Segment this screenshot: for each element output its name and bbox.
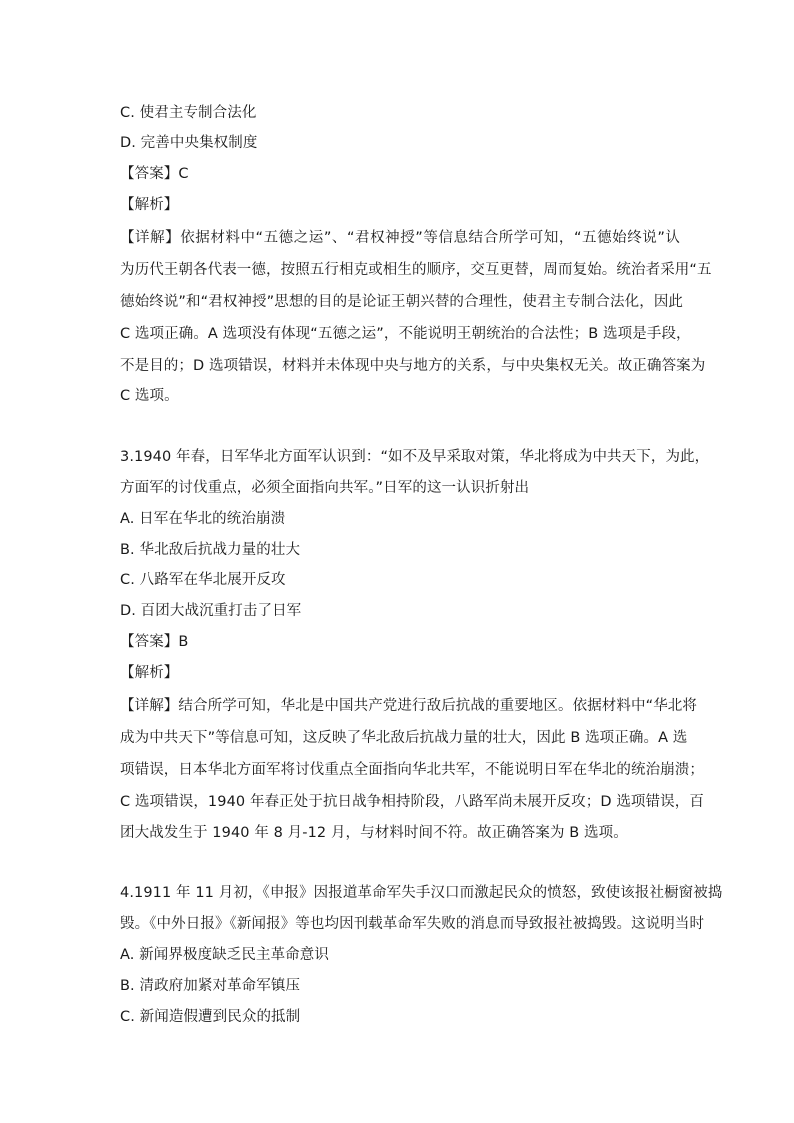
q3-answer: 【答案】B — [120, 634, 189, 650]
q3-analysis-label: 【解析】 — [120, 665, 179, 681]
q3-detail-line: 团大战发生于 1940 年 8 月-12 月，与材料时间不符。故正确答案为 B 选项。 — [120, 825, 628, 841]
q4-option-a: A. 新闻界极度缺乏民主革命意识 — [120, 947, 329, 963]
q4-option-c: C. 新闻造假遭到民众的抵制 — [120, 1009, 301, 1025]
q2-option-d: D. 完善中央集权制度 — [120, 135, 258, 151]
q2-detail-line: 【详解】依据材料中“五德之运”、“君权神授”等信息结合所学可知，“五德始终说”认 — [120, 230, 680, 246]
q3-option-b: B. 华北敌后抗战力量的壮大 — [120, 542, 301, 558]
q3-option-d: D. 百团大战沉重打击了日军 — [120, 603, 302, 619]
q3-stem-line: 3.1940 年春，日军华北方面军认识到：“如不及早采取对策，华北将成为中共天下，为此， — [120, 449, 710, 465]
q2-answer: 【答案】C — [120, 166, 189, 182]
q2-detail-line: 德始终说”和“君权神授”思想的目的是论证王朝兴替的合理性，使君主专制合法化，因此 — [120, 294, 684, 310]
q3-detail-line: 【详解】结合所学可知，华北是中国共产党进行敌后抗战的重要地区。依据材料中“华北将 — [120, 698, 698, 714]
q3-option-a: A. 日军在华北的统治崩溃 — [120, 511, 286, 527]
q2-detail-line: C 选项。 — [120, 388, 179, 404]
q2-detail-line: 不是目的；D 选项错误，材料并未体现中央与地方的关系，与中央集权无关。故正确答案为 — [120, 358, 706, 374]
q4-option-b: B. 清政府加紧对革命军镇压 — [120, 978, 301, 994]
q3-stem-line: 方面军的讨伐重点，必须全面指向共军。”日军的这一认识折射出 — [120, 480, 530, 496]
q2-detail-line: 为历代王朝各代表一德，按照五行相克或相生的顺序，交互更替，周而复始。统治者采用“五 — [120, 262, 712, 278]
q3-detail-line: C 选项错误，1940 年春正处于抗日战争相持阶段，八路军尚未展开反攻；D 选项错误，百 — [120, 794, 704, 810]
q3-detail-line: 项错误，日本华北方面军将讨伐重点全面指向华北共军，不能说明日军在华北的统治崩溃； — [120, 762, 704, 778]
q2-detail-line: C 选项正确。A 选项没有体现“五德之运”，不能说明王朝统治的合法性；B 选项是手段， — [120, 326, 691, 342]
q3-option-c: C. 八路军在华北展开反攻 — [120, 572, 286, 588]
q2-analysis-label: 【解析】 — [120, 197, 179, 213]
q2-option-c: C. 使君主专制合法化 — [120, 105, 257, 121]
q4-stem-line: 毁。《中外日报》《新闻报》等也均因刊载革命军失败的消息而导致报社被捣毁。这说明当时 — [120, 916, 705, 932]
q4-stem-line: 4.1911 年 11 月初，《申报》因报道革命军失手汉口而激起民众的愤怒，致使该报社橱窗被捣 — [120, 885, 723, 901]
q3-detail-line: 成为中共天下”等信息可知，这反映了华北敌后抗战力量的壮大，因此 B 选项正确。A 选 — [120, 730, 688, 746]
